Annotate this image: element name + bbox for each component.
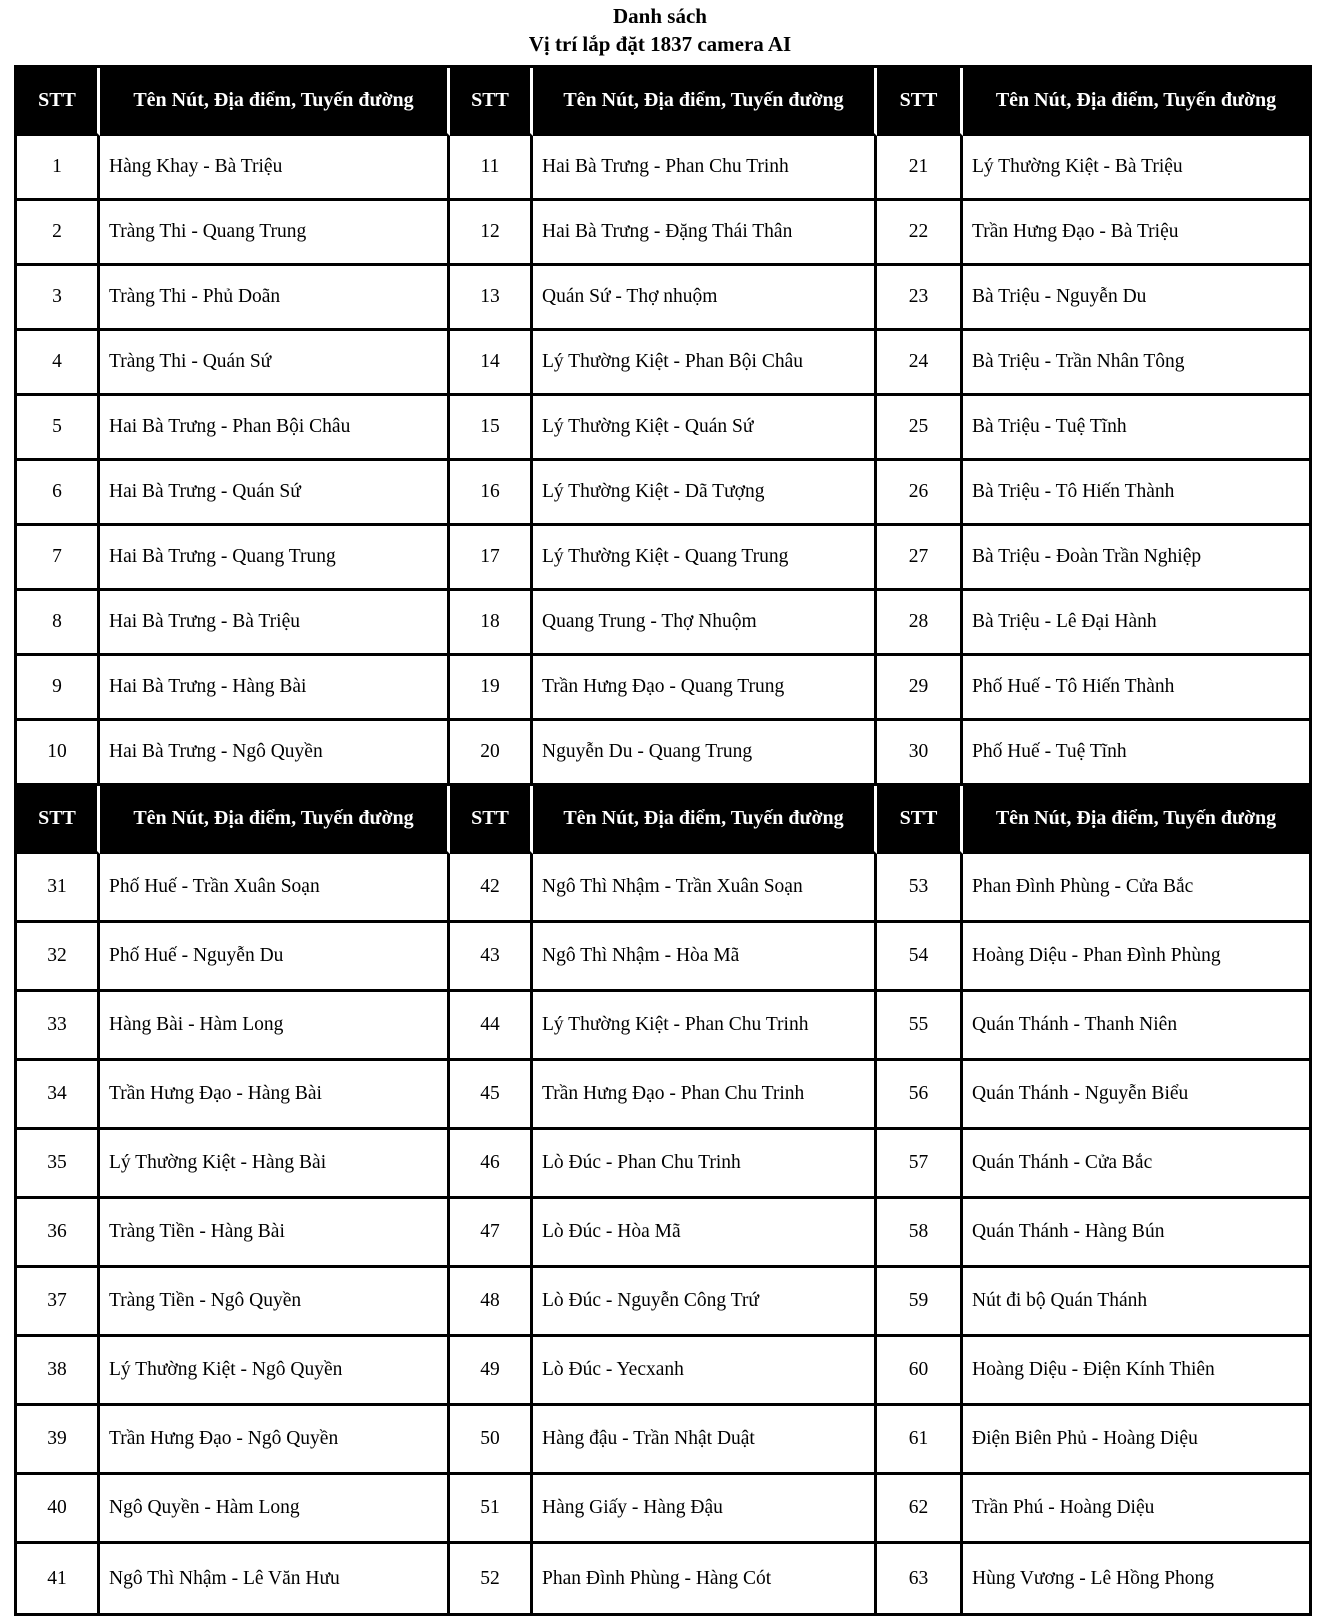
stt-cell: 39 <box>17 1406 100 1475</box>
stt-cell: 36 <box>17 1199 100 1268</box>
column-header-location: Tên Nút, Địa điểm, Tuyến đường <box>533 786 877 854</box>
location-cell: Hai Bà Trưng - Bà Triệu <box>100 591 450 656</box>
location-cell: Hoàng Diệu - Điện Kính Thiên <box>963 1337 1309 1406</box>
stt-cell: 53 <box>877 854 963 923</box>
column-header-location: Tên Nút, Địa điểm, Tuyến đường <box>100 786 450 854</box>
location-cell: Quán Sứ - Thợ nhuộm <box>533 266 877 331</box>
stt-cell: 15 <box>450 396 533 461</box>
location-cell: Lý Thường Kiệt - Ngô Quyền <box>100 1337 450 1406</box>
location-cell: Ngô Thì Nhậm - Hòa Mã <box>533 923 877 992</box>
location-cell: Lý Thường Kiệt - Phan Bội Châu <box>533 331 877 396</box>
location-cell: Quán Thánh - Hàng Bún <box>963 1199 1309 1268</box>
stt-cell: 49 <box>450 1337 533 1406</box>
stt-cell: 63 <box>877 1544 963 1613</box>
location-cell: Bà Triệu - Tô Hiến Thành <box>963 461 1309 526</box>
location-cell: Hàng Bài - Hàm Long <box>100 992 450 1061</box>
stt-cell: 46 <box>450 1130 533 1199</box>
location-cell: Bà Triệu - Trần Nhân Tông <box>963 331 1309 396</box>
location-cell: Hùng Vương - Lê Hồng Phong <box>963 1544 1309 1613</box>
stt-cell: 14 <box>450 331 533 396</box>
stt-cell: 35 <box>17 1130 100 1199</box>
location-cell: Lý Thường Kiệt - Bà Triệu <box>963 136 1309 201</box>
stt-cell: 6 <box>17 461 100 526</box>
location-cell: Phố Huế - Trần Xuân Soạn <box>100 854 450 923</box>
location-cell: Hai Bà Trưng - Quán Sứ <box>100 461 450 526</box>
location-cell: Lò Đúc - Phan Chu Trinh <box>533 1130 877 1199</box>
stt-cell: 48 <box>450 1268 533 1337</box>
stt-cell: 29 <box>877 656 963 721</box>
location-cell: Trần Hưng Đạo - Hàng Bài <box>100 1061 450 1130</box>
stt-cell: 3 <box>17 266 100 331</box>
stt-cell: 47 <box>450 1199 533 1268</box>
table-row <box>17 854 1309 923</box>
stt-cell: 21 <box>877 136 963 201</box>
stt-cell: 55 <box>877 992 963 1061</box>
stt-cell: 43 <box>450 923 533 992</box>
stt-cell: 4 <box>17 331 100 396</box>
stt-cell: 18 <box>450 591 533 656</box>
location-cell: Hai Bà Trưng - Phan Bội Châu <box>100 396 450 461</box>
location-cell: Hai Bà Trưng - Quang Trung <box>100 526 450 591</box>
stt-cell: 27 <box>877 526 963 591</box>
stt-cell: 13 <box>450 266 533 331</box>
table-header-row <box>17 68 1309 136</box>
camera-locations-table <box>14 65 1312 1616</box>
location-cell: Nguyễn Du - Quang Trung <box>533 721 877 786</box>
location-cell: Điện Biên Phủ - Hoàng Diệu <box>963 1406 1309 1475</box>
stt-cell: 31 <box>17 854 100 923</box>
table-row <box>17 331 1309 396</box>
location-cell: Hai Bà Trưng - Đặng Thái Thân <box>533 201 877 266</box>
stt-cell: 10 <box>17 721 100 786</box>
stt-cell: 23 <box>877 266 963 331</box>
location-cell: Phan Đình Phùng - Cửa Bắc <box>963 854 1309 923</box>
location-cell: Tràng Tiền - Ngô Quyền <box>100 1268 450 1337</box>
stt-cell: 38 <box>17 1337 100 1406</box>
table-row <box>17 591 1309 656</box>
stt-cell: 61 <box>877 1406 963 1475</box>
camera-locations-table-body <box>17 68 1309 1613</box>
location-cell: Phan Đình Phùng - Hàng Cót <box>533 1544 877 1613</box>
table-row <box>17 923 1309 992</box>
location-cell: Bà Triệu - Lê Đại Hành <box>963 591 1309 656</box>
column-header-location: Tên Nút, Địa điểm, Tuyến đường <box>533 68 877 136</box>
stt-cell: 11 <box>450 136 533 201</box>
location-cell: Lý Thường Kiệt - Quang Trung <box>533 526 877 591</box>
stt-cell: 30 <box>877 721 963 786</box>
stt-cell: 8 <box>17 591 100 656</box>
document-title-line2: Vị trí lắp đặt 1837 camera AI <box>528 32 792 56</box>
location-cell: Lý Thường Kiệt - Hàng Bài <box>100 1130 450 1199</box>
table-row <box>17 1475 1309 1544</box>
location-cell: Hàng Giấy - Hàng Đậu <box>533 1475 877 1544</box>
location-cell: Quán Thánh - Thanh Niên <box>963 992 1309 1061</box>
stt-cell: 52 <box>450 1544 533 1613</box>
stt-cell: 59 <box>877 1268 963 1337</box>
stt-cell: 20 <box>450 721 533 786</box>
location-cell: Trần Hưng Đạo - Ngô Quyền <box>100 1406 450 1475</box>
column-header-location: Tên Nút, Địa điểm, Tuyến đường <box>963 786 1309 854</box>
column-header-stt: STT <box>450 68 533 136</box>
stt-cell: 54 <box>877 923 963 992</box>
location-cell: Bà Triệu - Đoàn Trần Nghiệp <box>963 526 1309 591</box>
stt-cell: 41 <box>17 1544 100 1613</box>
stt-cell: 16 <box>450 461 533 526</box>
table-row <box>17 266 1309 331</box>
location-cell: Bà Triệu - Nguyễn Du <box>963 266 1309 331</box>
location-cell: Tràng Tiền - Hàng Bài <box>100 1199 450 1268</box>
stt-cell: 28 <box>877 591 963 656</box>
document-title <box>14 2 1306 58</box>
column-header-stt: STT <box>450 786 533 854</box>
stt-cell: 22 <box>877 201 963 266</box>
table-row <box>17 1544 1309 1613</box>
location-cell: Tràng Thi - Phủ Doãn <box>100 266 450 331</box>
column-header-stt: STT <box>877 68 963 136</box>
location-cell: Trần Hưng Đạo - Phan Chu Trinh <box>533 1061 877 1130</box>
stt-cell: 24 <box>877 331 963 396</box>
stt-cell: 1 <box>17 136 100 201</box>
column-header-location: Tên Nút, Địa điểm, Tuyến đường <box>963 68 1309 136</box>
stt-cell: 25 <box>877 396 963 461</box>
stt-cell: 5 <box>17 396 100 461</box>
location-cell: Hai Bà Trưng - Ngô Quyền <box>100 721 450 786</box>
column-header-stt: STT <box>17 68 100 136</box>
column-header-location: Tên Nút, Địa điểm, Tuyến đường <box>100 68 450 136</box>
table-row <box>17 136 1309 201</box>
location-cell: Trần Hưng Đạo - Quang Trung <box>533 656 877 721</box>
location-cell: Lý Thường Kiệt - Dã Tượng <box>533 461 877 526</box>
stt-cell: 17 <box>450 526 533 591</box>
stt-cell: 2 <box>17 201 100 266</box>
location-cell: Hoàng Diệu - Phan Đình Phùng <box>963 923 1309 992</box>
location-cell: Quang Trung - Thợ Nhuộm <box>533 591 877 656</box>
stt-cell: 57 <box>877 1130 963 1199</box>
location-cell: Bà Triệu - Tuệ Tĩnh <box>963 396 1309 461</box>
location-cell: Phố Huế - Nguyễn Du <box>100 923 450 992</box>
table-header-row <box>17 786 1309 854</box>
table-row <box>17 721 1309 786</box>
stt-cell: 37 <box>17 1268 100 1337</box>
column-header-stt: STT <box>17 786 100 854</box>
stt-cell: 7 <box>17 526 100 591</box>
stt-cell: 26 <box>877 461 963 526</box>
table-row <box>17 461 1309 526</box>
location-cell: Quán Thánh - Cửa Bắc <box>963 1130 1309 1199</box>
table-row <box>17 526 1309 591</box>
location-cell: Trần Phú - Hoàng Diệu <box>963 1475 1309 1544</box>
location-cell: Phố Huế - Tuệ Tĩnh <box>963 721 1309 786</box>
table-row <box>17 201 1309 266</box>
location-cell: Hàng Khay - Bà Triệu <box>100 136 450 201</box>
stt-cell: 19 <box>450 656 533 721</box>
location-cell: Lý Thường Kiệt - Phan Chu Trinh <box>533 992 877 1061</box>
stt-cell: 32 <box>17 923 100 992</box>
location-cell: Hai Bà Trưng - Hàng Bài <box>100 656 450 721</box>
stt-cell: 44 <box>450 992 533 1061</box>
table-row <box>17 1199 1309 1268</box>
stt-cell: 60 <box>877 1337 963 1406</box>
location-cell: Nút đi bộ Quán Thánh <box>963 1268 1309 1337</box>
stt-cell: 50 <box>450 1406 533 1475</box>
location-cell: Hàng đậu - Trần Nhật Duật <box>533 1406 877 1475</box>
location-cell: Ngô Thì Nhậm - Trần Xuân Soạn <box>533 854 877 923</box>
stt-cell: 42 <box>450 854 533 923</box>
location-cell: Lò Đúc - Hòa Mã <box>533 1199 877 1268</box>
table-row <box>17 396 1309 461</box>
table-row <box>17 992 1309 1061</box>
location-cell: Ngô Thì Nhậm - Lê Văn Hưu <box>100 1544 450 1613</box>
table-row <box>17 1268 1309 1337</box>
stt-cell: 58 <box>877 1199 963 1268</box>
table-row <box>17 1130 1309 1199</box>
document-title-line1: Danh sách <box>613 4 707 28</box>
stt-cell: 12 <box>450 201 533 266</box>
location-cell: Tràng Thi - Quán Sứ <box>100 331 450 396</box>
location-cell: Lò Đúc - Nguyễn Công Trứ <box>533 1268 877 1337</box>
location-cell: Tràng Thi - Quang Trung <box>100 201 450 266</box>
stt-cell: 33 <box>17 992 100 1061</box>
table-row <box>17 1337 1309 1406</box>
location-cell: Lò Đúc - Yecxanh <box>533 1337 877 1406</box>
location-cell: Hai Bà Trưng - Phan Chu Trinh <box>533 136 877 201</box>
stt-cell: 56 <box>877 1061 963 1130</box>
stt-cell: 34 <box>17 1061 100 1130</box>
stt-cell: 62 <box>877 1475 963 1544</box>
location-cell: Lý Thường Kiệt - Quán Sứ <box>533 396 877 461</box>
location-cell: Ngô Quyền - Hàm Long <box>100 1475 450 1544</box>
location-cell: Trần Hưng Đạo - Bà Triệu <box>963 201 1309 266</box>
stt-cell: 40 <box>17 1475 100 1544</box>
stt-cell: 9 <box>17 656 100 721</box>
stt-cell: 51 <box>450 1475 533 1544</box>
table-row <box>17 1406 1309 1475</box>
table-row <box>17 656 1309 721</box>
location-cell: Quán Thánh - Nguyễn Biểu <box>963 1061 1309 1130</box>
column-header-stt: STT <box>877 786 963 854</box>
location-cell: Phố Huế - Tô Hiến Thành <box>963 656 1309 721</box>
table-row <box>17 1061 1309 1130</box>
stt-cell: 45 <box>450 1061 533 1130</box>
